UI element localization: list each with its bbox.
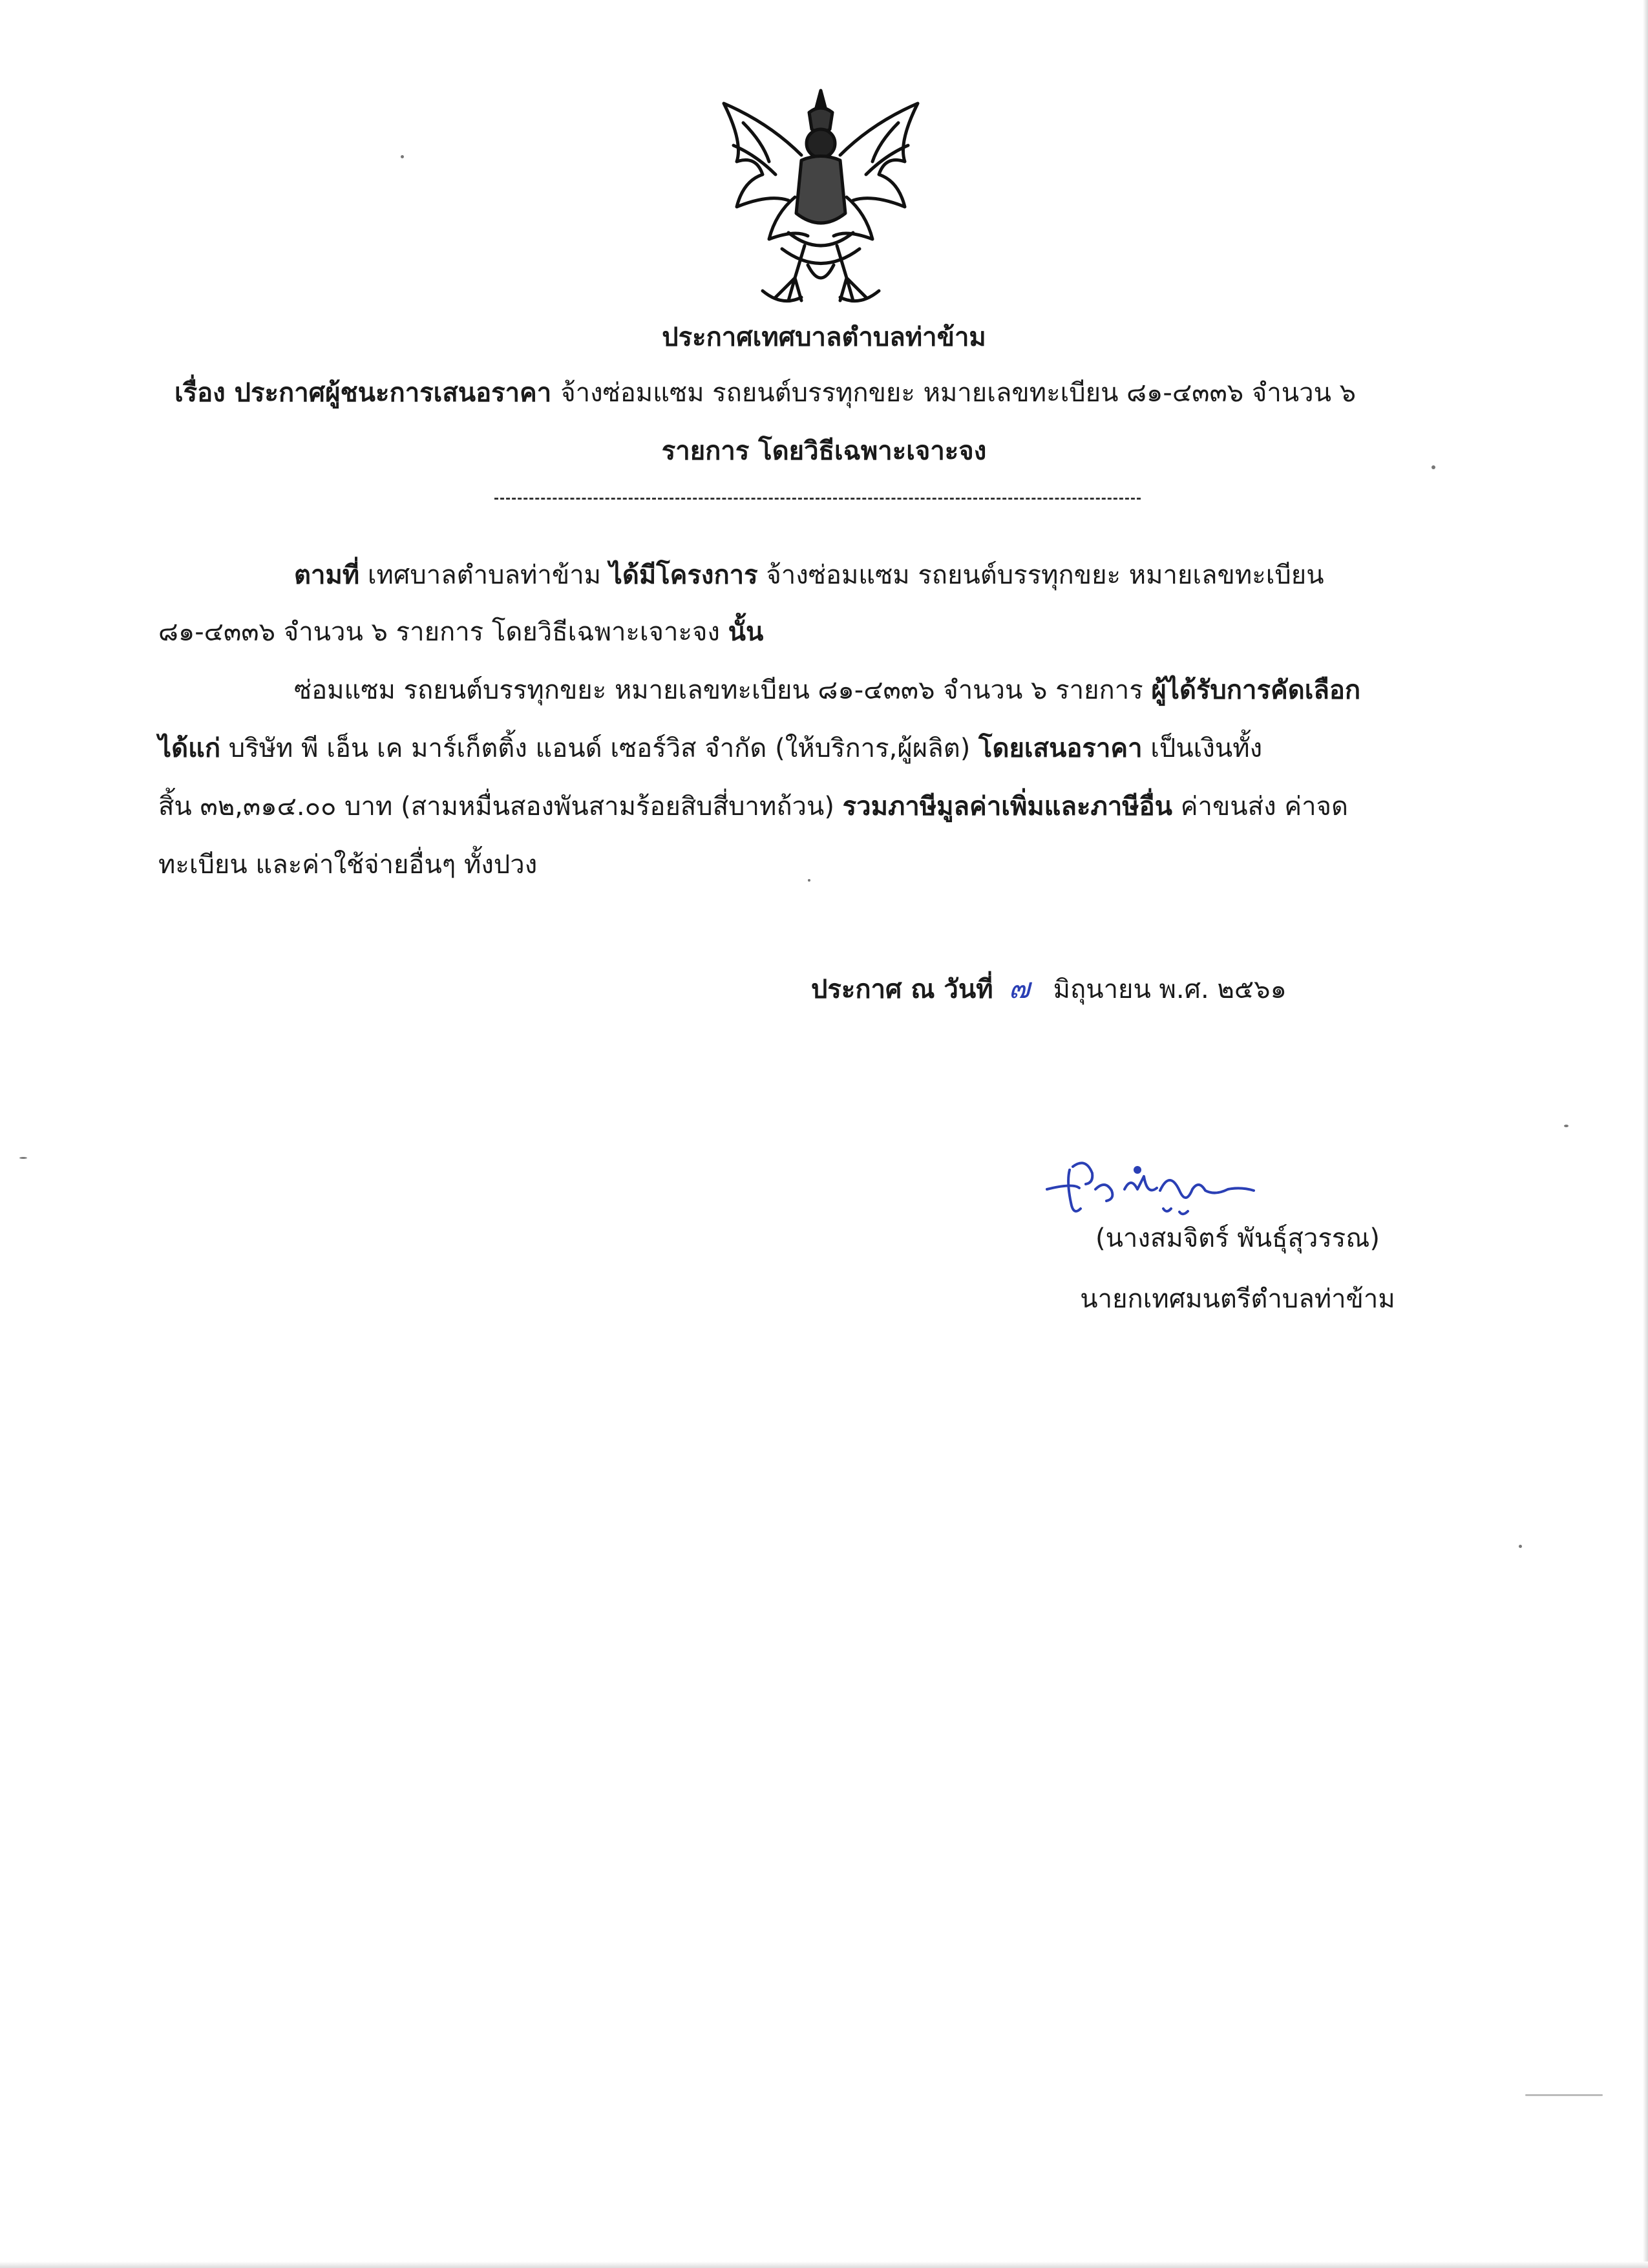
announcement-date [811, 971, 1287, 1008]
paragraph-2-line-1 [294, 672, 1360, 708]
text: เทศบาลตำบลท่าข้าม [359, 560, 609, 590]
paragraph-2-line-2 [158, 730, 1262, 767]
document-subject [174, 375, 1474, 411]
text: เป็นเงินทั้ง [1142, 734, 1263, 763]
scan-speck [1519, 1545, 1522, 1548]
scan-speck [19, 1157, 27, 1159]
text-bold: โดยเสนอราคา [978, 734, 1143, 763]
paragraph-2-line-4: ทะเบียน และค่าใช้จ่ายอื่นๆ ทั้งปวง [158, 850, 538, 880]
paragraph-2-line-3 [158, 789, 1348, 825]
paragraph-1-line-2 [158, 614, 763, 650]
scan-edge [0, 2262, 1648, 2268]
paragraph-1-line-1 [294, 557, 1324, 593]
scan-speck [1564, 1125, 1569, 1127]
text-bold: ผู้ได้รับการคัดเลือก [1151, 675, 1361, 705]
text: จ้างซ่อมแซม รถยนต์บรรทุกขยะ หมายเลขทะเบียน [757, 560, 1324, 590]
text: บริษัท พี เอ็น เค มาร์เก็ตติ้ง แอนด์ เซอร์วิส จำกัด (ให้บริการ,ผู้ผลิต) [220, 734, 979, 763]
scan-speck [1525, 2094, 1603, 2096]
text: สิ้น ๓๒,๓๑๔.๐๐ บาท (สามหมื่นสองพันสามร้อยสิบสี่บาทถ้วน) [158, 792, 843, 821]
handwritten-signature-icon [1034, 1144, 1267, 1222]
subject-label: เรื่อง ประกาศผู้ชนะการเสนอราคา [174, 378, 552, 408]
text-bold: รวมภาษีมูลค่าเพิ่มและภาษีอื่น [842, 792, 1173, 821]
scan-edge [1643, 0, 1648, 2268]
divider-line [494, 498, 1141, 500]
text-bold: ได้แก่ [158, 734, 221, 763]
text-bold: ได้มีโครงการ [609, 560, 758, 590]
date-month-year: มิถุนายน พ.ศ. ๒๕๖๑ [1053, 975, 1287, 1004]
document-subject-line2: รายการ โดยวิธีเฉพาะเจาะจง [661, 436, 987, 466]
signatory-position: นายกเทศมนตรีตำบลท่าข้าม [1080, 1284, 1395, 1314]
garuda-emblem-icon [698, 84, 944, 317]
scan-speck [401, 155, 404, 158]
text: ค่าขนส่ง ค่าจด [1172, 792, 1348, 821]
handwritten-day: ๗ [1008, 972, 1030, 1005]
scan-speck [808, 879, 810, 882]
document-title: ประกาศเทศบาลตำบลท่าข้าม [662, 323, 986, 352]
signatory-name: (นางสมจิตร์ พันธุ์สุวรรณ) [1095, 1224, 1380, 1253]
scan-speck [1431, 465, 1435, 469]
date-label: ประกาศ ณ วันที่ [811, 975, 993, 1004]
text-bold: ตามที่ [294, 560, 360, 590]
text: ซ่อมแซม รถยนต์บรรทุกขยะ หมายเลขทะเบียน ๘๑-๔๓๓๖ จำนวน ๖ รายการ [294, 675, 1152, 705]
text: ๘๑-๔๓๓๖ จำนวน ๖ รายการ โดยวิธีเฉพาะเจาะจง [158, 617, 728, 647]
text-bold: นั้น [728, 617, 764, 647]
subject-text: จ้างซ่อมแซม รถยนต์บรรทุกขยะ หมายเลขทะเบียน ๘๑-๔๓๓๖ จำนวน ๖ [560, 378, 1357, 408]
